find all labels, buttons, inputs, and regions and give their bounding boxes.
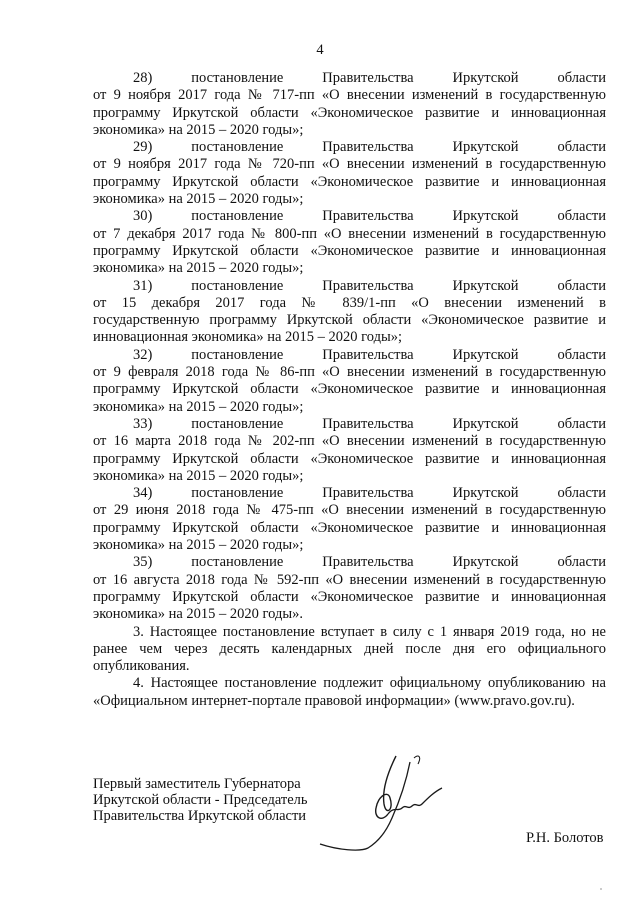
item-head-word: постановление [191,415,284,432]
item-head-word: постановление [191,70,284,86]
item-head-word: области [557,346,606,363]
item-text-line: экономика» на 2015 – 2020 годы»; [93,537,304,554]
item-text-line: экономика» на 2015 – 2020 годы»; [93,191,304,208]
item-number: 29) [133,139,153,156]
scan-speck [600,888,602,890]
item-text-line: экономика» на 2015 – 2020 годы». [93,606,303,623]
item-head-word: Правительства [322,277,414,294]
signer-name: Р.Н. Болотов [526,830,604,846]
resolution-item [93,554,606,623]
item-text-line: государственную программу Иркутской области «Экономическое развитие и [93,312,606,329]
item-head-word: Иркутской [452,554,519,571]
item-head-word: Правительства [322,554,414,571]
item-text-line: экономика» на 2015 – 2020 годы»; [93,260,304,277]
item-text-line: программу Иркутской области «Экономическое развитие и инновационная [93,381,606,398]
item-head-word: Иркутской [452,346,519,363]
item-text-line: программу Иркутской области «Экономическое развитие и инновационная [93,450,606,467]
item-text-line: от 9 февраля 2018 года № 86-пп «О внесении изменений в государственную [93,364,606,381]
item-text-line: программу Иркутской области «Экономическое развитие и инновационная [93,104,606,121]
item-text-line: экономика» на 2015 – 2020 годы»; [93,467,304,484]
resolution-item-head [93,208,606,225]
paragraph-4: 4. Настоящее постановление подлежит официальному опубликованию на «Официальном интернет-портале правовой информации» (www.pravo.gov.ru). [93,675,606,709]
item-text-line: программу Иркутской области «Экономическое развитие и инновационная [93,519,606,536]
item-number: 30) [133,208,153,225]
item-head-word: области [557,277,606,294]
item-text-line: экономика» на 2015 – 2020 годы»; [93,398,304,415]
item-head-word: области [557,139,606,156]
resolution-item [93,70,606,139]
item-head-word: Иркутской [452,277,519,294]
resolution-item-head [93,416,606,433]
item-head-word: Правительства [322,415,414,432]
resolution-item [93,139,606,208]
resolution-item-head [93,278,606,295]
item-text-line: от 16 августа 2018 года № 592-пп «О внесении изменений в государственную [93,571,606,588]
item-number: 31) [133,277,153,294]
item-head-word: Иркутской [452,208,519,225]
item-text-line: от 7 декабря 2017 года № 800-пп «О внесении изменений в государственную [93,225,606,242]
item-head-word: Иркутской [452,70,519,86]
signer-title-line: Первый заместитель Губернатора [93,776,301,792]
resolution-item [93,347,606,416]
item-text-line: программу Иркутской области «Экономическое развитие и инновационная [93,242,606,259]
item-number: 35) [133,554,153,571]
item-text-line: от 16 марта 2018 года № 202-пп «О внесении изменений в государственную [93,433,606,450]
resolution-item-head [93,347,606,364]
item-number: 33) [133,415,153,432]
paragraph-3: 3. Настоящее постановление вступает в силу с 1 января 2019 года, но не ранее чем через десять календарных дней после дня его официального опубликования. [93,623,606,675]
item-text-line: программу Иркутской области «Экономическое развитие и инновационная [93,173,606,190]
item-head-word: постановление [191,277,284,294]
resolution-item-head [93,139,606,156]
item-head-word: постановление [191,139,284,156]
item-head-word: Правительства [322,485,414,502]
item-head-word: области [557,485,606,502]
resolution-item [93,208,606,277]
resolution-list [93,70,606,624]
item-text-line: от 29 июня 2018 года № 475-пп «О внесении изменений в государственную [93,502,606,519]
signer-title-line: Правительства Иркутской области [93,808,307,824]
item-head-word: области [557,554,606,571]
item-number: 28) [133,70,153,86]
item-head-word: постановление [191,346,284,363]
item-head-word: области [557,208,606,225]
item-head-word: постановление [191,554,284,571]
item-head-word: области [557,70,606,86]
item-head-word: Правительства [322,70,414,86]
item-number: 34) [133,485,153,502]
item-text-line: инновационная экономика» на 2015 – 2020 годы»; [93,329,402,346]
item-head-word: Иркутской [452,415,519,432]
item-head-word: области [557,415,606,432]
item-head-word: Правительства [322,208,414,225]
resolution-item-head [93,554,606,571]
item-number: 32) [133,346,153,363]
item-text-line: экономика» на 2015 – 2020 годы»; [93,121,304,138]
page-number: 4 [316,42,324,58]
item-head-word: Правительства [322,139,414,156]
resolution-item [93,485,606,554]
item-text-line: от 9 ноября 2017 года № 717-пп «О внесении изменений в государственную [93,87,606,104]
document-body [93,70,606,710]
item-head-word: Иркутской [452,139,519,156]
item-head-word: постановление [191,485,284,502]
resolution-item [93,416,606,485]
signer-title-line: Иркутской области - Председатель [93,792,308,808]
item-head-word: Правительства [322,346,414,363]
item-text-line: программу Иркутской области «Экономическое развитие и инновационная [93,588,606,605]
item-head-word: Иркутской [452,485,519,502]
handwritten-signature [318,752,468,852]
resolution-item-head [93,485,606,502]
item-text-line: от 15 декабря 2017 года № 839/1-пп «О внесении изменений в [93,294,606,311]
item-text-line: от 9 ноября 2017 года № 720-пп «О внесении изменений в государственную [93,156,606,173]
resolution-item-head [93,70,606,87]
item-head-word: постановление [191,208,284,225]
resolution-item [93,278,606,347]
